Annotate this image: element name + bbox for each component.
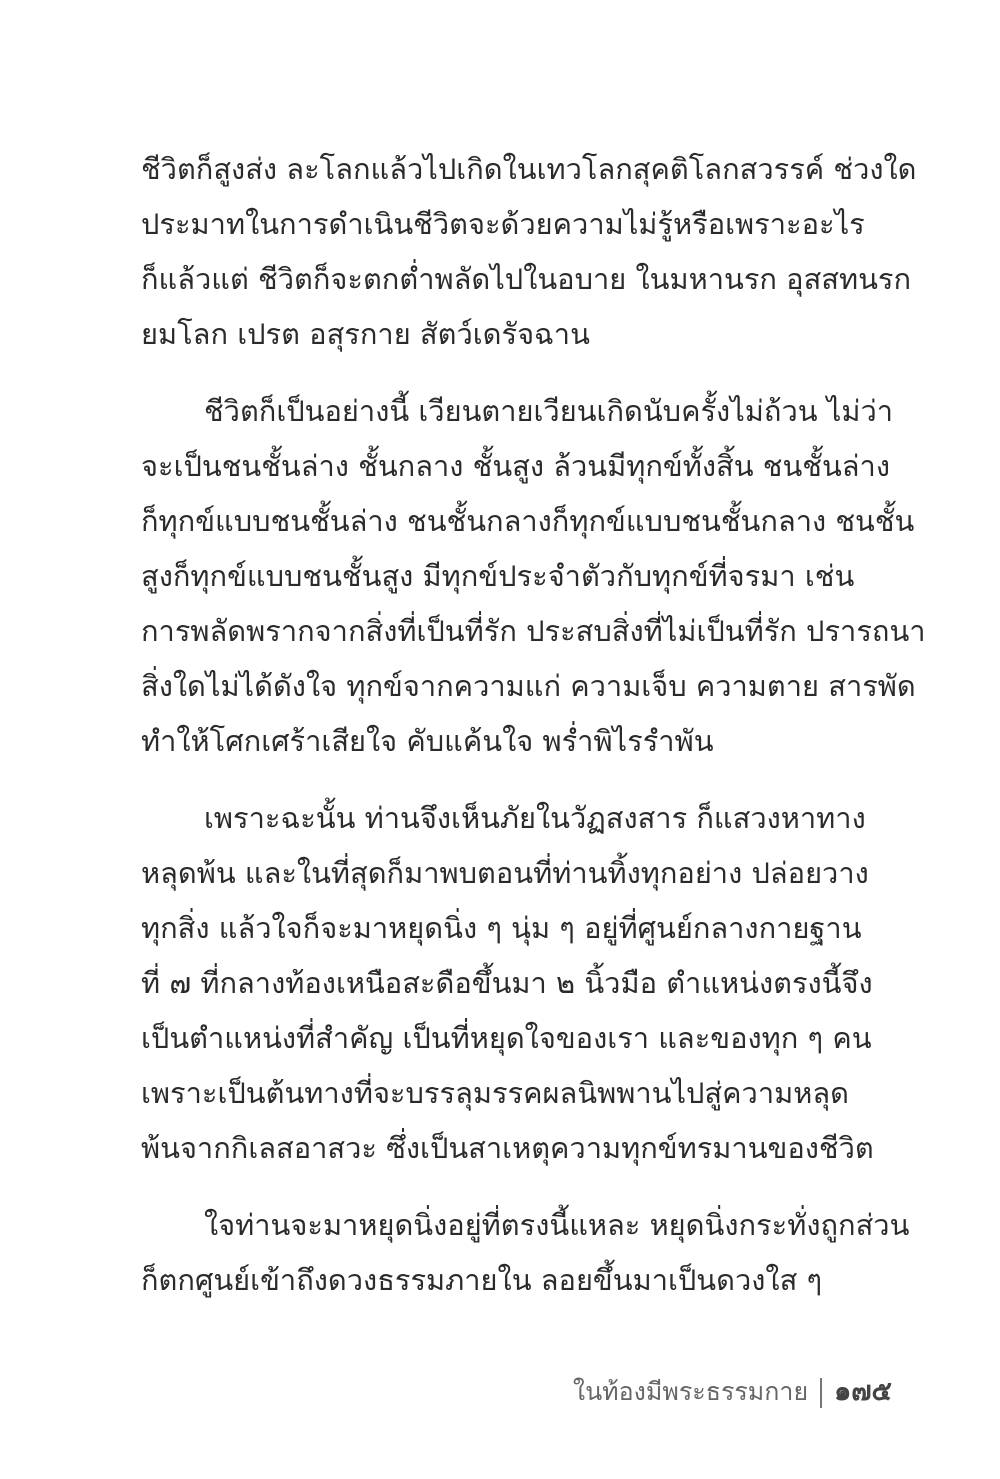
- text-line: ทำให้โศกเศร้าเสียใจ คับแค้นใจ พร่ำพิไรรำพัน: [141, 724, 714, 758]
- text-line: ก็ตกศูนย์เข้าถึงดวงธรรมภายใน ลอยขึ้นมาเป็นดวงใส ๆ: [141, 1263, 823, 1297]
- text-line: สูงก็ทุกข์แบบชนชั้นสูง มีทุกข์ประจำตัวกับทุกข์ที่จรมา เช่น: [141, 559, 855, 593]
- page-number: ๑๗๕: [834, 1376, 892, 1407]
- paragraph-1: [141, 142, 917, 362]
- paragraph-4: [141, 1198, 910, 1308]
- text-line: เพราะเป็นต้นทางที่จะบรรลุมรรคผลนิพพานไปสู่ความหลุด: [141, 1076, 849, 1110]
- text-line: พ้นจากกิเลสอาสวะ ซึ่งเป็นสาเหตุความทุกข์ทรมานของชีวิต: [141, 1131, 874, 1165]
- text-line: หลุดพ้น และในที่สุดก็มาพบตอนที่ท่านทิ้งทุกอย่าง ปล่อยวาง: [141, 856, 869, 890]
- text-line: เป็นตำแหน่งที่สำคัญ เป็นที่หยุดใจของเรา และของทุก ๆ คน: [141, 1021, 872, 1055]
- text-line: ชีวิตก็เป็นอย่างนี้ เวียนตายเวียนเกิดนับครั้งไม่ถ้วน ไม่ว่า: [204, 394, 894, 428]
- paragraph-3: [141, 791, 891, 1176]
- running-book-title: ในท้องมีพระธรรมกาย: [572, 1377, 809, 1406]
- text-line: จะเป็นชนชั้นล่าง ชั้นกลาง ชั้นสูง ล้วนมีทุกข์ทั้งสิ้น ชนชั้นล่าง: [141, 449, 890, 483]
- text-line: สิ่งใดไม่ได้ดังใจ ทุกข์จากความแก่ ความเจ็บ ความตาย สารพัด: [141, 669, 916, 703]
- text-line: ก็แล้วแต่ ชีวิตก็จะตกต่ำพลัดไปในอบาย ในมหานรก อุสสทนรก: [141, 262, 912, 296]
- page-footer: [573, 1372, 892, 1412]
- text-line: เพราะฉะนั้น ท่านจึงเห็นภัยในวัฏสงสาร ก็แสวงหาทาง: [204, 801, 866, 835]
- text-line: ประมาทในการดำเนินชีวิตจะด้วยความไม่รู้หรือเพราะอะไร: [141, 207, 865, 241]
- text-line: การพลัดพรากจากสิ่งที่เป็นที่รัก ประสบสิ่งที่ไม่เป็นที่รัก ปรารถนา: [141, 614, 926, 648]
- text-line: ทุกสิ่ง แล้วใจก็จะมาหยุดนิ่ง ๆ นุ่ม ๆ อยู่ที่ศูนย์กลางกายฐาน: [141, 911, 862, 945]
- footer-divider: [820, 1378, 822, 1408]
- text-line: ยมโลก เปรต อสุรกาย สัตว์เดรัจฉาน: [141, 317, 590, 351]
- paragraph-2: [141, 384, 926, 769]
- body-text: [141, 142, 926, 1330]
- text-line: ชีวิตก็สูงส่ง ละโลกแล้วไปเกิดในเทวโลกสุคติโลกสวรรค์ ช่วงใด: [141, 152, 917, 186]
- text-line: ที่ ๗ ที่กลางท้องเหนือสะดือขึ้นมา ๒ นิ้วมือ ตำแหน่งตรงนี้จึง: [141, 966, 873, 1000]
- text-line: ก็ทุกข์แบบชนชั้นล่าง ชนชั้นกลางก็ทุกข์แบบชนชั้นกลาง ชนชั้น: [141, 504, 915, 538]
- text-line: ใจท่านจะมาหยุดนิ่งอยู่ที่ตรงนี้แหละ หยุดนิ่งกระทั่งถูกส่วน: [204, 1208, 910, 1242]
